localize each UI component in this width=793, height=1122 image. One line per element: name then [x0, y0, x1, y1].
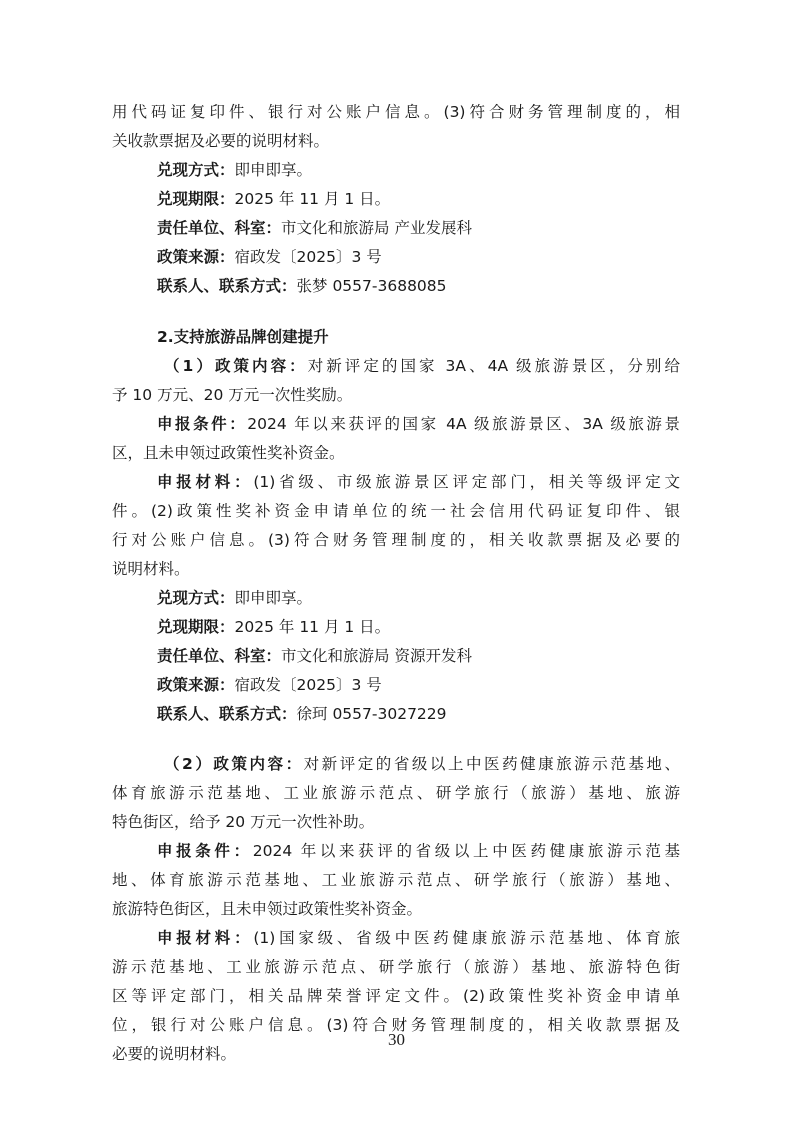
policy-source-1 — [112, 243, 680, 272]
spacer — [112, 301, 680, 323]
field-label: 政策来源： — [157, 676, 235, 694]
field-label: 联系人、联系方式： — [157, 277, 297, 295]
section-heading: 2.支持旅游品牌创建提升 — [157, 328, 329, 346]
field-value: 即申即享。 — [234, 589, 313, 607]
field-label: 兑现期限： — [157, 618, 235, 636]
field-value: 市文化和旅游局 产业发展科 — [281, 219, 472, 237]
text-line: 旅游特色街区，且未申领过政策性奖补资金。 — [112, 900, 423, 918]
apply-materials-1 — [112, 468, 680, 497]
field-value: 徐珂 0557-3027229 — [296, 705, 447, 723]
text-line: 关收款票据及必要的说明材料。 — [112, 132, 330, 150]
redeem-method-1 — [112, 156, 680, 185]
field-label: （1）政策内容： — [164, 357, 308, 375]
spacer — [112, 729, 680, 750]
text-line: 行对公账户信息。(3)符合财务管理制度的，相关收款票据及必要的 — [112, 531, 680, 549]
field-value: 宿政发〔2025〕3 号 — [234, 248, 382, 266]
policy-source-2 — [112, 671, 680, 700]
field-label: 责任单位、科室： — [157, 647, 282, 665]
text-line: 游示范基地、工业旅游示范点、研学旅行（旅游）基地、旅游特色街 — [112, 958, 680, 976]
field-label: 申报材料： — [157, 929, 254, 947]
contact-1 — [112, 272, 680, 301]
field-value: 对新评定的省级以上中医药健康旅游示范基地、 — [303, 755, 680, 773]
text-line: 地、体育旅游示范基地、工业旅游示范点、研学旅行（旅游）基地、 — [112, 871, 680, 889]
responsible-unit-1 — [112, 214, 680, 243]
text-line: 用代码证复印件、银行对公账户信息。(3)符合财务管理制度的，相 — [112, 103, 680, 121]
text-line: 说明材料。 — [112, 560, 190, 578]
text-line: 特色街区，给予 20 万元一次性补助。 — [112, 813, 375, 831]
field-value: 2025 年 11 月 1 日。 — [234, 618, 391, 636]
text-line: 予 10 万元、20 万元一次性奖励。 — [112, 386, 353, 404]
page-number: 30 — [388, 1030, 405, 1049]
contact-2 — [112, 700, 680, 729]
redeem-period-1 — [112, 185, 680, 214]
policy-content-2 — [112, 750, 680, 779]
text-line: 区等评定部门，相关品牌荣誉评定文件。(2)政策性奖补资金申请单 — [112, 987, 680, 1005]
responsible-unit-2 — [112, 642, 680, 671]
field-label: 联系人、联系方式： — [157, 705, 297, 723]
field-value: 2025 年 11 月 1 日。 — [234, 190, 391, 208]
text-line: 位，银行对公账户信息。(3)符合财务管理制度的，相关收款票据及 — [112, 1016, 680, 1034]
text-line: 必要的说明材料。 — [112, 1045, 237, 1063]
text-line: 件。(2)政策性奖补资金申请单位的统一社会信用代码证复印件、银 — [112, 502, 680, 520]
field-value: 即申即享。 — [234, 161, 313, 179]
field-value: (1)省级、市级旅游景区评定部门，相关等级评定文 — [253, 473, 680, 491]
field-label: 兑现方式： — [157, 589, 235, 607]
field-label: 兑现方式： — [157, 161, 235, 179]
field-value: 张梦 0557-3688085 — [296, 277, 447, 295]
field-label: 申报材料： — [157, 473, 254, 491]
text-line: 体育旅游示范基地、工业旅游示范点、研学旅行（旅游）基地、旅游 — [112, 784, 680, 802]
field-label: 申报条件： — [157, 415, 248, 433]
text-line: 区，且未申领过政策性奖补资金。 — [112, 444, 345, 462]
apply-materials-2 — [112, 924, 680, 953]
field-value: 2024 年以来获评的省级以上中医药健康旅游示范基 — [252, 842, 680, 860]
field-label: 申报条件： — [157, 842, 253, 860]
redeem-period-2 — [112, 613, 680, 642]
field-value: 市文化和旅游局 资源开发科 — [281, 647, 472, 665]
field-label: 兑现期限： — [157, 190, 235, 208]
field-value: 2024 年以来获评的国家 4A 级旅游景区、3A 级旅游景 — [247, 415, 680, 433]
redeem-method-2 — [112, 584, 680, 613]
field-label: 政策来源： — [157, 248, 235, 266]
field-value: 宿政发〔2025〕3 号 — [234, 676, 382, 694]
page-body — [112, 98, 680, 1069]
field-value: (1)国家级、省级中医药健康旅游示范基地、体育旅 — [253, 929, 680, 947]
field-value: 对新评定的国家 3A、4A 级旅游景区，分别给 — [307, 357, 680, 375]
field-label: （2）政策内容： — [164, 755, 304, 773]
policy-content-1 — [112, 352, 680, 381]
apply-conditions-1 — [112, 410, 680, 439]
field-label: 责任单位、科室： — [157, 219, 282, 237]
apply-conditions-2 — [112, 837, 680, 866]
